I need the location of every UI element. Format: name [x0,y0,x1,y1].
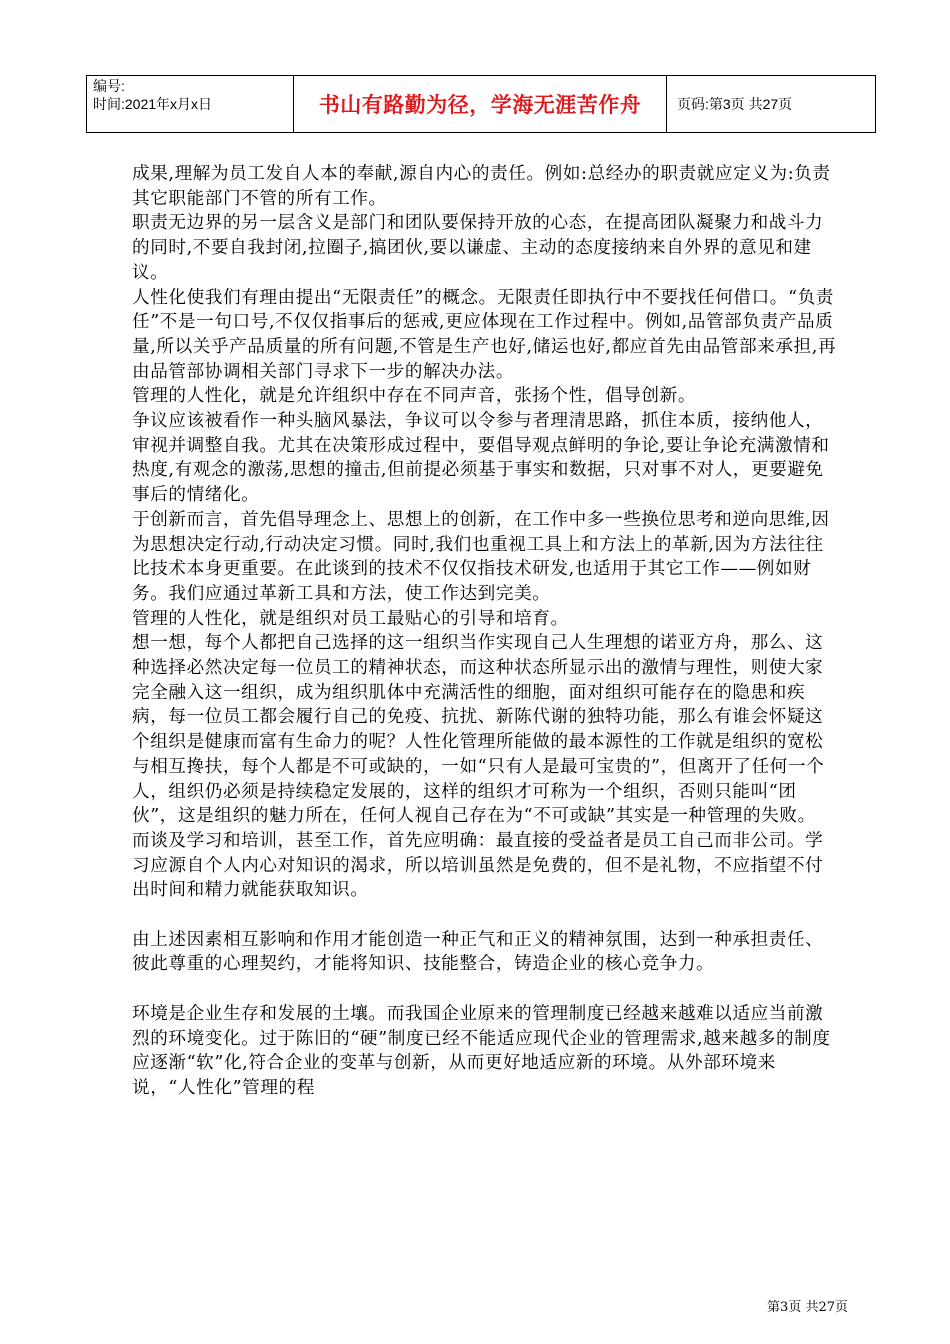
paragraph: 由上述因素相互影响和作用才能创造一种正气和正义的精神氛围，达到一种承担责任、 彼此尊重的心理契约，才能将知识、技能整合，铸造企业的核心竞争力。 [132,929,830,975]
paragraph-spacer [132,977,840,1002]
paragraph: 环境是企业生存和发展的土壤。而我国企业原来的管理制度已经越来越难以适应当前激烈的环境变化。过于陈旧的“硬”制度已经不能适应现代企业的管理需求,越来越多的制度应逐渐“软”化,符合企业的变革与创新，从而更好地适应新的环境。从外部环境来说，“人性化”管理的程 [132,1003,831,1098]
document-number-label: 编号: [93,78,125,94]
page-footer: 第3页 共27页 [767,1300,848,1315]
document-time-label: 时间:2021年x月x日 [93,96,213,112]
paragraph: 而谈及学习和培训，甚至工作，首先应明确：最直接的受益者是员工自己而非公司。学习应源自个人内心对知识的渴求，所以培训虽然是免费的，但不是礼物，不应指望不付出时间和精力就能获取知识。 [132,830,824,901]
header-page-number: 页码:第3页 共27页 [677,96,793,112]
document-header [86,75,876,133]
paragraph-spacer [132,903,840,928]
paragraph: 人性化使我们有理由提出“无限责任”的概念。无限责任即执行中不要找任何借口。“负责任”不是一句口号,不仅仅指事后的惩戒,更应体现在工作过程中。例如,品管部负责产品质量,所以关乎产品质量的所有问题,不管是生产也好,储运也好,都应首先由品管部来承担,再由品管部协调相关部门寻求下一步的解决办法。 [132,287,837,382]
paragraph: 想一想，每个人都把自己选择的这一组织当作实现自己人生理想的诺亚方舟，那么、这种选择必然决定每一位员工的精神状态，而这种状态所显示出的激情与理性，则使大家完全融入这一组织，成为组织肌体中充满活性的细胞，面对组织可能存在的隐患和疾病，每一位员工都会履行自己的免疫、抗扰、新陈代谢的独特功能，那么有谁会怀疑这个组织是健康而富有生命力的呢？人性化管理所能做的最本源性的工作就是组织的宽松与相互搀扶，每个人都是不可或缺的，一如“只有人是最可宝贵的”，但离开了任何一个人，组织仍必须是持续稳定发展的，这样的组织才可称为一个组织，否则只能叫“团伙”，这是组织的魅力所在，任何人视自己存在为“不可或缺”其实是一种管理的失败。 [132,633,825,827]
header-meta [87,76,294,132]
paragraph: 争议应该被看作一种头脑风暴法，争议可以令参与者理清思路，抓住本质，接纳他人，审视并调整自我。尤其在决策形成过程中，要倡导观点鲜明的争论,要让争论充满激情和热度,有观念的激荡,思想的撞击,但前提必须基于事实和数据，只对事不对人，更要避免事后的情绪化。 [132,411,830,506]
paragraph: 管理的人性化，就是组织对员工最贴心的引导和培育。 [132,608,569,629]
paragraph: 于创新而言，首先倡导理念上、思想上的创新，在工作中多一些换位思考和逆向思维,因为思想决定行动,行动决定习惯。同时,我们也重视工具上和方法上的革新,因为方法往往比技术本身更重要。在此谈到的技术不仅仅指技术研发,也适用于其它工作——例如财务。我们应通过革新工具和方法，使工作达到完美。 [132,509,830,604]
header-motto: 书山有路勤为径，学海无涯苦作舟 [294,76,667,132]
paragraph: 管理的人性化，就是允许组织中存在不同声音，张扬个性，倡导创新。 [132,386,697,407]
paragraph: 成果,理解为员工发自人本的奉献,源自内心的责任。例如:总经办的职责就应定义为:负责其它职能部门不管的所有工作。 [132,164,831,209]
paragraph: 职责无边界的另一层含义是部门和团队要保持开放的心态，在提高团队凝聚力和战斗力的同时,不要自我封闭,拉圈子,搞团伙,要以谦虚、主动的态度接纳来自外界的意见和建议。 [132,213,824,283]
document-body [132,162,840,1101]
